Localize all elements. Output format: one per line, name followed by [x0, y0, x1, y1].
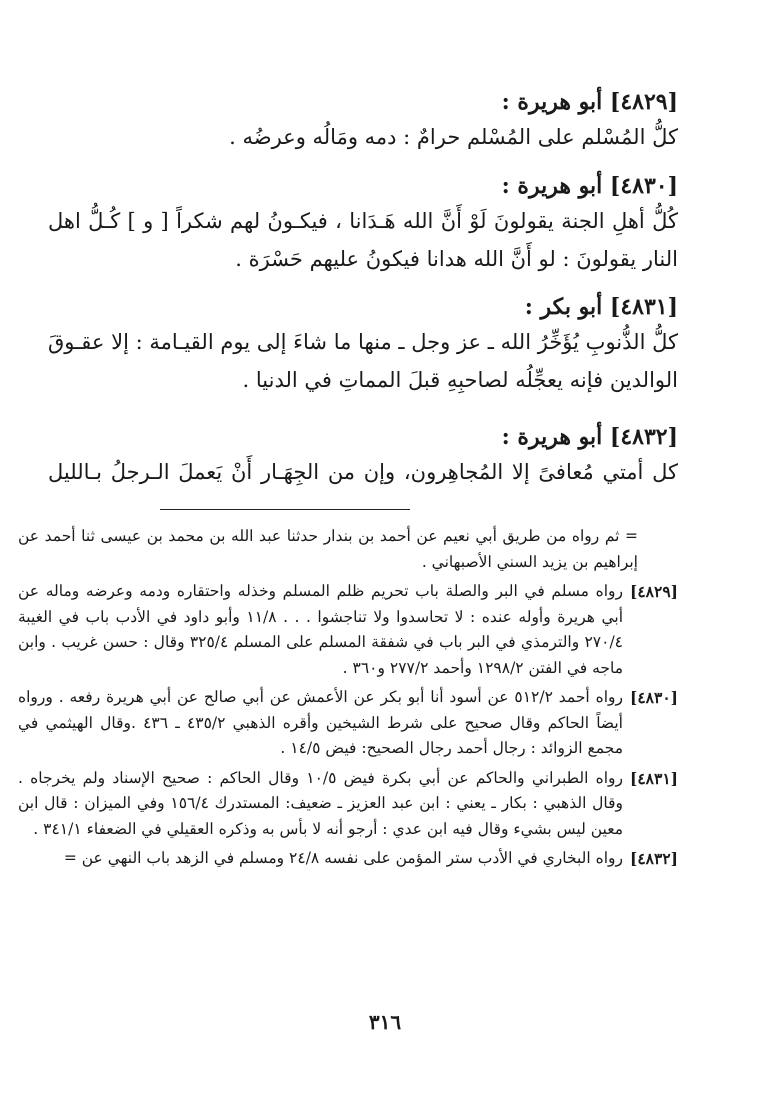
hadith-number: [٤٨٣٢] [609, 424, 678, 450]
hadith-text: كل أمتي مُعافىً إلا المُجاهِرون، وإن من الجِهَـار أَنْ يَعملَ الـرجلُ بـالليل [48, 460, 678, 484]
hadith-header [48, 88, 678, 116]
footnote-number: [٤٨٣٠] [630, 688, 678, 707]
footnote-text: رواه البخاري في الأدب ستر المؤمن على نفسه ٢٤/٨ ومسلم في الزهد باب النهي عن = [63, 849, 623, 867]
page-number: ٣١٦ [368, 1010, 402, 1034]
footnotes [18, 524, 678, 872]
footnote-number: [٤٨٣١] [630, 768, 678, 788]
footnote-text: رواه أحمد ٥١٢/٢ عن أسود أنا أبو بكر عن الأعمش عن أبي صالح عن أبي هريرة رفعه . ورواه أيضاً الحاكم وقال صحيح على شرط الشيخين وأقره الذهبي ٤٣٥/٢ ـ ٤٣٦ .وقال الهيثمي في مجمع الزوائد : رجال أحمد رجال الصحيح: فيض ١٤/٥ . [18, 688, 623, 757]
footnote-4829 [18, 579, 678, 681]
hadith-number: [٤٨٢٩] [609, 89, 678, 115]
hadith-narrator: أبو هريرة : [501, 173, 603, 199]
hadith-entry-4831 [48, 293, 678, 399]
hadith-header [48, 293, 678, 321]
hadith-entry-4829 [48, 88, 678, 156]
hadith-header [48, 172, 678, 200]
footnote-number: [٤٨٢٩] [630, 582, 678, 601]
hadith-text: كلُّ المُسْلم على المُسْلم حرامٌ : دمه ومَالُه وعرضُه . [229, 125, 678, 149]
footnote-continuation: = ثم رواه من طريق أبي نعيم عن أحمد بن بندار حدثنا عبد الله بن محمد بن عيسى ثنا أحمد عن إبراهيم بن يزيد السني الأصبهاني . [18, 527, 638, 571]
hadith-text: كُلُّ أهلِ الجنة يقولونَ لَوْ أَنَّ الله هَـدَانا ، فيكـونُ لهم شكراً [ و ] كُـلُّ اهل النار يقولونَ : لو أَنَّ الله هدانا فيكونُ عليهم حَسْرَة . [48, 209, 678, 271]
footnote-text: رواه الطبراني والحاكم عن أبي بكرة فيض ١٠/٥ وقال الحاكم : صحيح الإسناد ولم يخرجاه . وقال الذهبي : بكار ـ يعني : ابن عبد العزيز ـ ضعيف: المستدرك ١٥٦/٤ وفي الميزان : قال ابن معين ليس بشيء وقال فيه ابن عدي : أرجو أنه لا بأس به وذكره العقيلي في الضعفاء ٣٤١/١ . [18, 768, 623, 838]
footnote-4832 [18, 846, 678, 872]
hadith-narrator: أبو هريرة : [501, 89, 603, 115]
hadith-narrator: أبو بكر : [524, 294, 603, 320]
hadith-text: كلُّ الذُّنوبِ يُؤَخِّرُ الله ـ عز وجل ـ منها ما شاءَ إلى يوم القيـامة : إلا عقـوقَ الوالدين فإنه يعجِّلُه لصاحبِهِ قبلَ المماتِ في الدنيا . [48, 330, 678, 392]
footnote-separator [160, 509, 410, 510]
footnote-text: رواه مسلم في البر والصلة باب تحريم ظلم المسلم وخذله واحتقاره ودمه وعرضه وماله عن أبي هريرة وأوله عنده : لا تحاسدوا ولا تناجشوا . . . ١١/٨ وأبو داود في الأدب باب في الغيبة ٢٧٠/٤ والترمذي في البر باب في شفقة المسلم على المسلم ٣٢٥/٤ وقال : حسن غريب . وابن ماجه في الفتن ١٢٩٨/٢ وأحمد ٢٧٧/٢ و٣٦٠ . [18, 582, 623, 677]
hadith-entry-4830 [48, 172, 678, 278]
hadith-narrator: أبو هريرة : [501, 424, 603, 450]
hadith-header [48, 423, 678, 451]
footnote-4830 [18, 685, 678, 762]
footnote-number: [٤٨٣٢] [630, 849, 678, 868]
hadith-number: [٤٨٣١] [609, 294, 678, 320]
footnote-4831 [18, 766, 678, 843]
hadith-entry-4832 [48, 423, 678, 491]
hadith-number: [٤٨٣٠] [609, 173, 678, 199]
